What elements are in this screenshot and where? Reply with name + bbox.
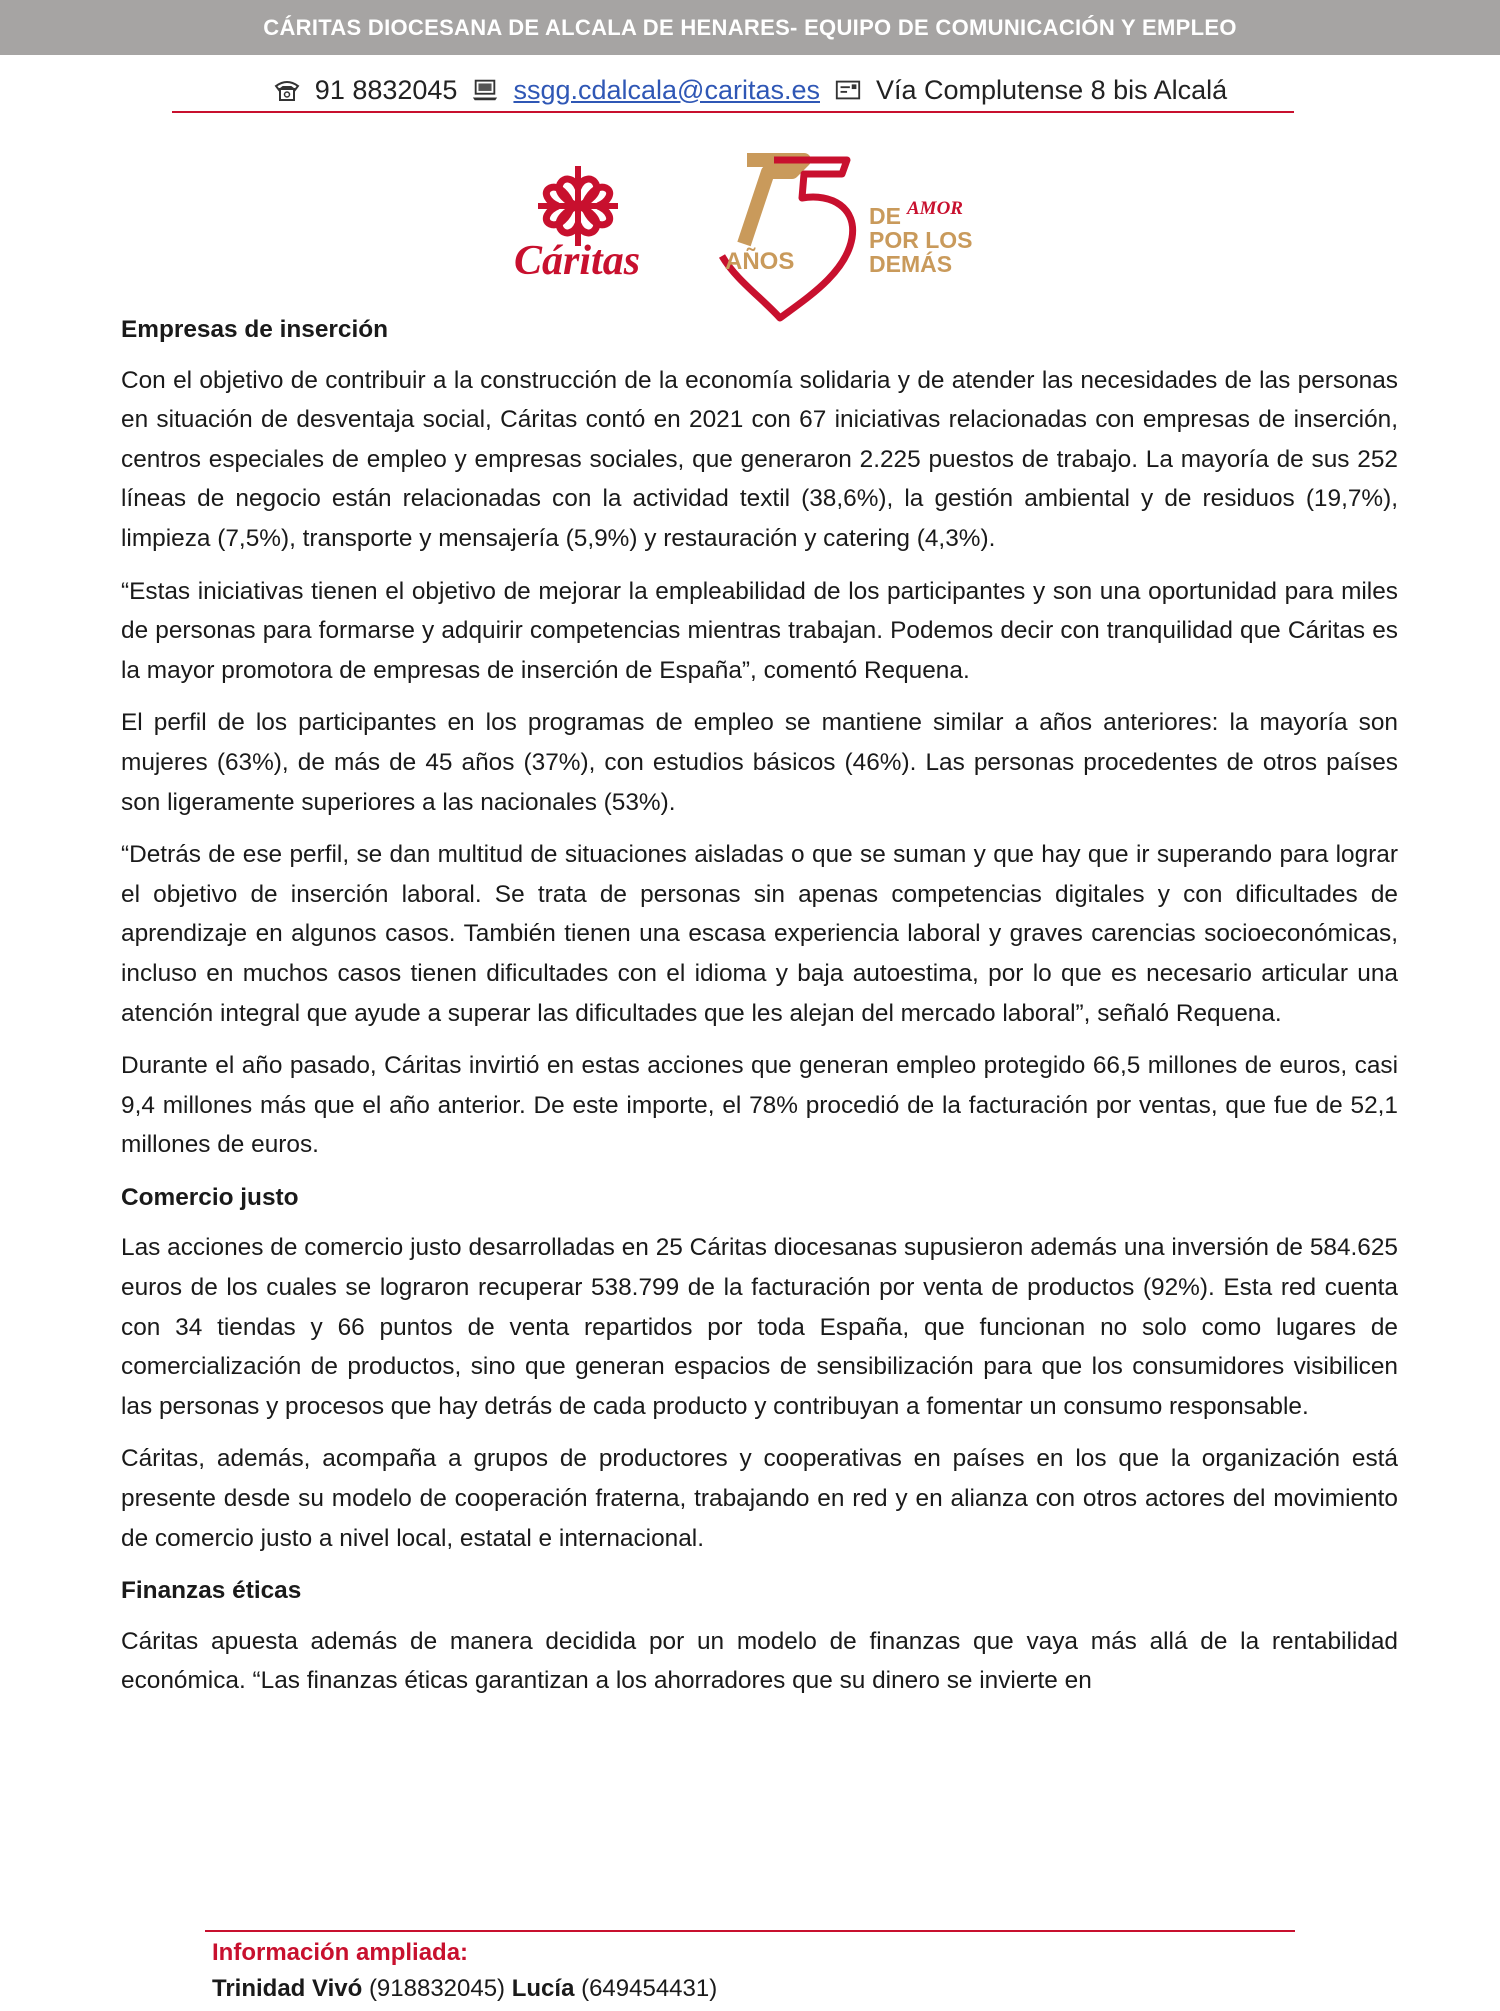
header-divider <box>172 111 1294 113</box>
caritas-75-logo <box>512 148 992 328</box>
paragraph: Cáritas apuesta además de manera decidida por un modelo de finanzas que vaya más allá de la rentabilidad económica. “Las finanzas éticas garantizan a los ahorradores que su dinero se invierte en <box>121 1627 1398 1695</box>
address: Vía Complutense 8 bis Alcalá <box>876 74 1228 105</box>
slogan-por-los: POR LOS <box>869 227 973 253</box>
contact-line <box>0 70 1500 110</box>
paragraph: Durante el año pasado, Cáritas invirtió en estas acciones que generan empleo protegido 66,5 millones de euros, casi 9,4 millones más que el año anterior. De este importe, el 78% procedió de la facturación por ventas, que fue de 52,1 millones de euros. <box>121 1052 1398 1159</box>
section-heading-finanzas: Finanzas éticas <box>121 1577 302 1605</box>
slogan-amor: AMOR <box>907 198 963 219</box>
mail-icon <box>834 76 862 104</box>
contact-name: Lucía <box>511 1975 575 2002</box>
contact-name: Trinidad Vivó <box>212 1975 363 2002</box>
phone-icon <box>273 76 301 104</box>
phone-number: 91 8832045 <box>314 74 458 105</box>
slogan-de: DE <box>869 203 901 229</box>
paragraph: Cáritas, además, acompaña a grupos de productores y cooperativas en países en los que la organización está presente desde su modelo de cooperación fraterna, trabajando en red y en alianza con otros actores del movimiento de comercio justo a nivel local, estatal e internacional. <box>121 1445 1398 1552</box>
contact-phone: (918832045) <box>368 1975 506 2002</box>
caritas-wordmark: Cáritas <box>514 238 641 284</box>
paragraph: “Detrás de ese perfil, se dan multitud de situaciones aisladas o que se suman y que hay que ir superando para lograr el objetivo de inserción laboral. Se trata de personas sin apenas competencias digitales y con dificultades de aprendizaje en algunos casos. También tienen una escasa experiencia laboral y graves carencias socioeconómicas, incluso en muchos casos tienen dificultades con el idioma y baja autoestima, por lo que es necesario articular una atención integral que ayude a superar las dificultades que les alejan del mercado laboral”, señaló Requena. <box>121 841 1398 1027</box>
paragraph: Las acciones de comercio justo desarrolladas en 25 Cáritas diocesanas supusieron además una inversión de 584.625 euros de los cuales se lograron recuperar 538.799 de la facturación por venta de productos (92%). Esta red cuenta con 34 tiendas y 66 puntos de venta repartidos por toda España, que funcionan no solo como lugares de comercialización de productos, sino que generan espacios de sensibilización para que los consumidores visibilicen las personas y procesos que hay detrás de cada producto y contribuyan a fomentar un consumo responsable. <box>121 1234 1398 1420</box>
footer <box>212 1935 717 2007</box>
contact-phone: (649454431) <box>581 1975 718 2002</box>
organization-line: CÁRITAS DIOCESANA DE ALCALA DE HENARES- EQUIPO DE COMUNICACIÓN Y EMPLEO <box>263 14 1237 40</box>
paragraph: “Estas iniciativas tienen el objetivo de mejorar la empleabilidad de los participantes y son una oportunidad para miles de personas para formarse y adquirir competencias mientras trabajan. Podemos decir con tranquilidad que Cáritas es la mayor promotora de empresas de inserción de España”, comentó Requena. <box>121 577 1398 684</box>
anniversary-mark <box>722 160 973 318</box>
slogan-demas: DEMÁS <box>869 251 953 277</box>
paragraph: El perfil de los participantes en los programas de empleo se mantiene similar a años anteriores: la mayoría son mujeres (63%), de más de 45 años (37%), con estudios básicos (46%). Las personas procedentes de otros países son ligeramente superiores a las nacionales (53%). <box>121 709 1398 816</box>
footer-divider <box>205 1930 1295 1932</box>
header-organization-bar <box>0 0 1500 55</box>
anos-label: AÑOS <box>725 248 795 275</box>
section-heading-empresas: Empresas de inserción <box>121 316 389 343</box>
laptop-icon <box>471 76 499 104</box>
email-link[interactable]: ssgg.cdalcala@caritas.es <box>513 74 820 105</box>
article-body <box>121 310 1398 1701</box>
footer-contacts <box>212 1971 717 2007</box>
caritas-cross-icon <box>538 166 618 246</box>
footer-title: Información ampliada: <box>212 1939 469 1966</box>
paragraph: Con el objetivo de contribuir a la construcción de la economía solidaria y de atender las necesidades de las personas en situación de desventaja social, Cáritas contó en 2021 con 67 iniciativas relacionadas con empresas de inserción, centros especiales de empleo y empresas sociales, que generaron 2.225 puestos de trabajo. La mayoría de sus 252 líneas de negocio están relacionadas con la actividad textil (38,6%), la gestión ambiental y de residuos (19,7%), limpieza (7,5%), transporte y mensajería (5,9%) y restauración y catering (4,3%). <box>121 366 1398 552</box>
section-heading-comercio: Comercio justo <box>121 1183 299 1211</box>
